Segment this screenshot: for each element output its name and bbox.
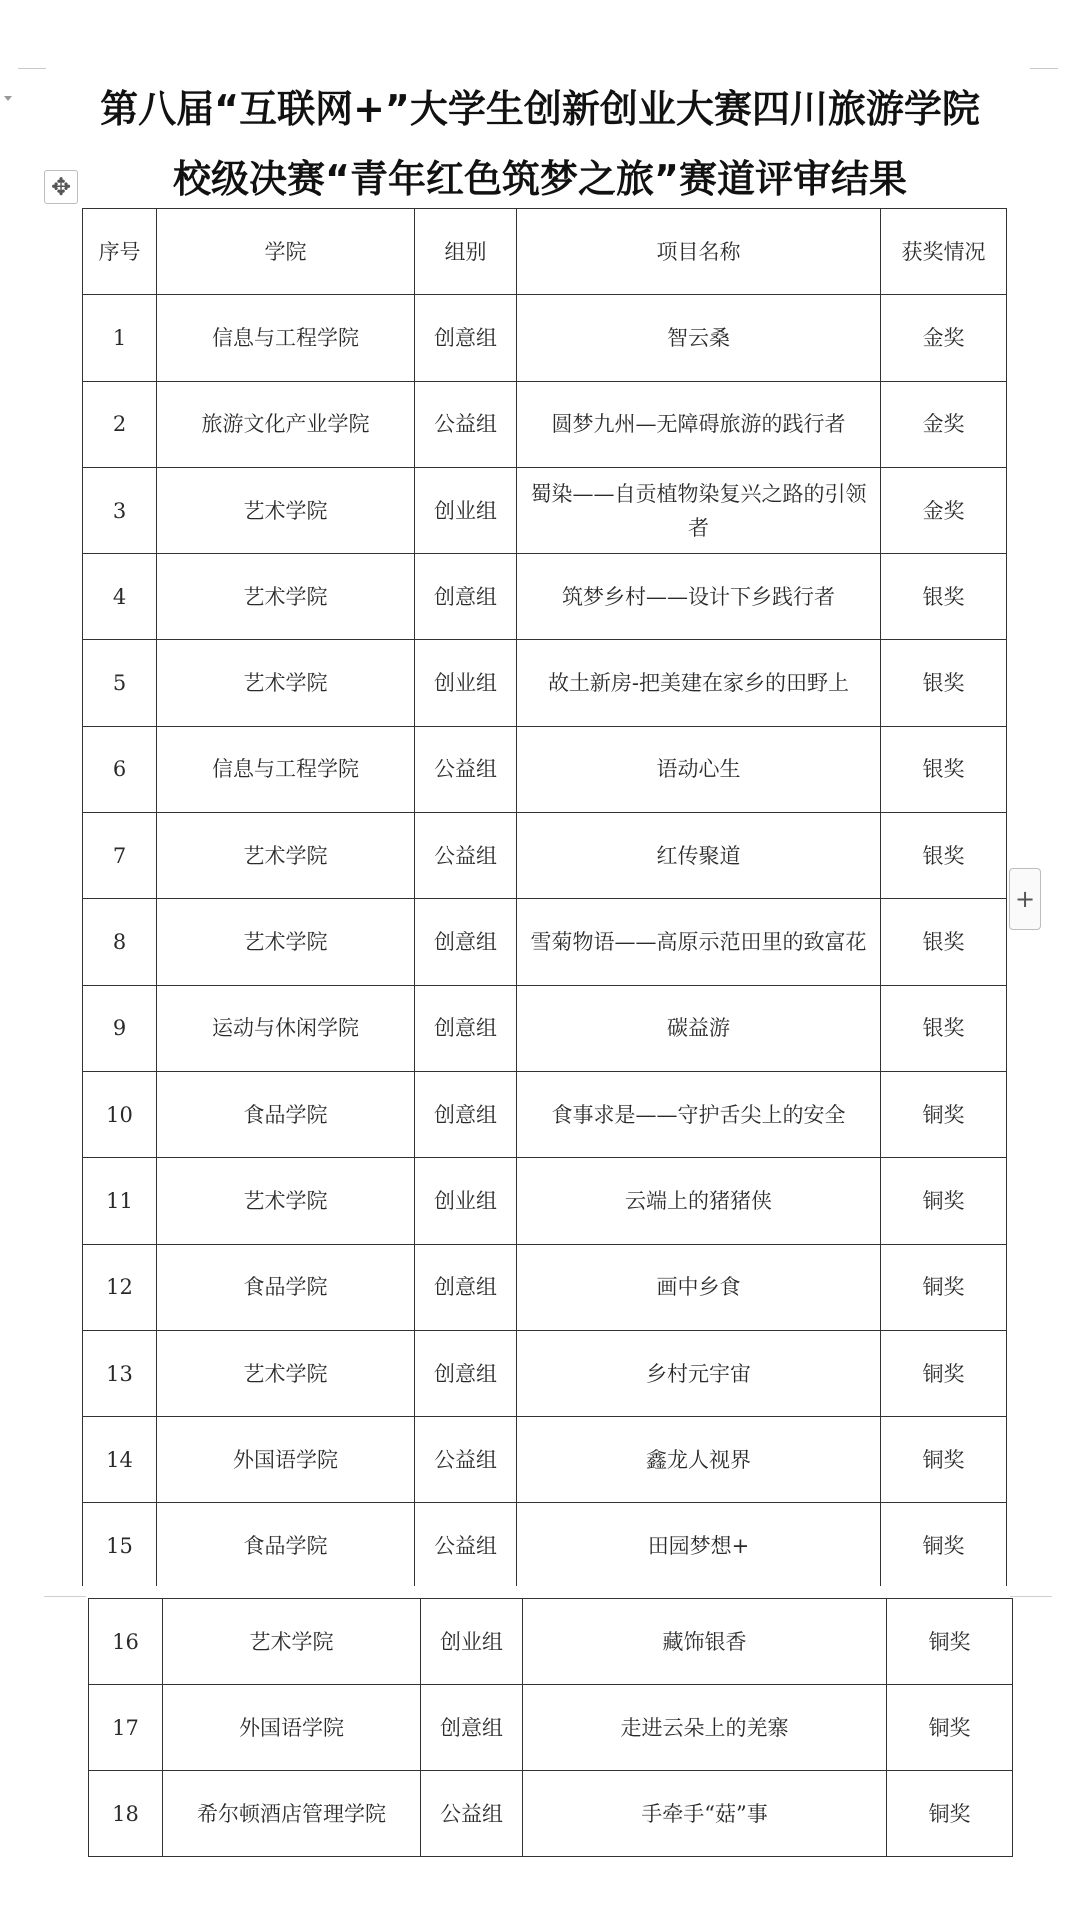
award-cell: 银奖: [881, 985, 1007, 1071]
seq-cell: 8: [83, 899, 157, 985]
seq-cell: 11: [83, 1158, 157, 1244]
project-cell: 雪菊物语——高原示范田里的致富花: [517, 899, 881, 985]
seq-cell: 17: [89, 1685, 163, 1771]
project-cell: 云端上的猪猪侠: [517, 1158, 881, 1244]
college-cell: 运动与休闲学院: [157, 985, 415, 1071]
college-cell: 艺术学院: [157, 1158, 415, 1244]
seq-cell: 4: [83, 554, 157, 640]
project-cell: 智云桑: [517, 295, 881, 381]
table-row: [83, 985, 1007, 1071]
college-cell: 艺术学院: [157, 899, 415, 985]
table-row: [83, 899, 1007, 985]
seq-cell: 13: [83, 1330, 157, 1416]
college-cell: 艺术学院: [157, 554, 415, 640]
table-row: [83, 726, 1007, 812]
group-cell: 创业组: [415, 467, 517, 553]
seq-cell: 10: [83, 1071, 157, 1157]
table-row: [83, 1158, 1007, 1244]
award-cell: 银奖: [881, 899, 1007, 985]
group-cell: 创业组: [415, 640, 517, 726]
table-row: [83, 295, 1007, 381]
column-header: 学院: [157, 209, 415, 295]
table-row: [83, 467, 1007, 553]
seq-cell: 15: [83, 1503, 157, 1589]
college-cell: 食品学院: [157, 1071, 415, 1157]
page-corner-mark: [1010, 1596, 1052, 1597]
table-row: [83, 1071, 1007, 1157]
table-row: [83, 1503, 1007, 1589]
project-cell: 画中乡食: [517, 1244, 881, 1330]
college-cell: 旅游文化产业学院: [157, 381, 415, 467]
group-cell: 公益组: [415, 1503, 517, 1589]
college-cell: 艺术学院: [157, 640, 415, 726]
group-cell: 创意组: [415, 1244, 517, 1330]
table-row: [89, 1685, 1013, 1771]
group-cell: 公益组: [415, 381, 517, 467]
award-cell: 金奖: [881, 381, 1007, 467]
seq-cell: 16: [89, 1599, 163, 1685]
seq-cell: 2: [83, 381, 157, 467]
college-cell: 希尔顿酒店管理学院: [163, 1771, 421, 1857]
table-row: [83, 1244, 1007, 1330]
add-column-button[interactable]: [1009, 868, 1041, 930]
project-cell: 蜀染——自贡植物染复兴之路的引领者: [517, 467, 881, 553]
table-row: [83, 1417, 1007, 1503]
group-cell: 公益组: [415, 1417, 517, 1503]
award-cell: 铜奖: [881, 1071, 1007, 1157]
college-cell: 信息与工程学院: [157, 726, 415, 812]
group-cell: 创意组: [415, 295, 517, 381]
group-cell: 创意组: [415, 1330, 517, 1416]
table-move-handle[interactable]: [44, 170, 78, 204]
award-cell: 铜奖: [881, 1244, 1007, 1330]
seq-cell: 1: [83, 295, 157, 381]
project-cell: 鑫龙人视界: [517, 1417, 881, 1503]
seq-cell: 3: [83, 467, 157, 553]
group-cell: 创意组: [421, 1685, 523, 1771]
page-corner-mark: [1030, 58, 1058, 69]
move-icon: ✥: [50, 173, 72, 201]
group-cell: 创业组: [415, 1158, 517, 1244]
college-cell: 食品学院: [157, 1503, 415, 1589]
column-header: 项目名称: [517, 209, 881, 295]
column-header: 组别: [415, 209, 517, 295]
table-row: [89, 1599, 1013, 1685]
award-cell: 金奖: [881, 295, 1007, 381]
document-title-line-1: 第八届“互联网+”大学生创新创业大赛四川旅游学院: [100, 87, 980, 131]
college-cell: 外国语学院: [157, 1417, 415, 1503]
seq-cell: 6: [83, 726, 157, 812]
award-cell: 银奖: [881, 554, 1007, 640]
project-cell: 藏饰银香: [523, 1599, 887, 1685]
college-cell: 外国语学院: [163, 1685, 421, 1771]
award-cell: 铜奖: [881, 1330, 1007, 1416]
project-cell: 食事求是——守护舌尖上的安全: [517, 1071, 881, 1157]
column-header: 获奖情况: [881, 209, 1007, 295]
award-cell: 银奖: [881, 726, 1007, 812]
project-cell: 筑梦乡村——设计下乡践行者: [517, 554, 881, 640]
award-cell: 银奖: [881, 813, 1007, 899]
table-row: [83, 813, 1007, 899]
group-cell: 创意组: [415, 1071, 517, 1157]
college-cell: 食品学院: [157, 1244, 415, 1330]
award-cell: 铜奖: [881, 1503, 1007, 1589]
results-table-page-2: [88, 1598, 1013, 1857]
group-cell: 公益组: [415, 726, 517, 812]
group-cell: 公益组: [415, 813, 517, 899]
table-row: [83, 554, 1007, 640]
award-cell: 铜奖: [881, 1158, 1007, 1244]
project-cell: 红传聚道: [517, 813, 881, 899]
table-row: [83, 640, 1007, 726]
college-cell: 艺术学院: [163, 1599, 421, 1685]
seq-cell: 7: [83, 813, 157, 899]
project-cell: 田园梦想+: [517, 1503, 881, 1589]
plus-icon: +: [1014, 885, 1036, 913]
project-cell: 手牵手“菇”事: [523, 1771, 887, 1857]
award-cell: 铜奖: [887, 1771, 1013, 1857]
seq-cell: 9: [83, 985, 157, 1071]
college-cell: 艺术学院: [157, 467, 415, 553]
seq-cell: 12: [83, 1244, 157, 1330]
project-cell: 乡村元宇宙: [517, 1330, 881, 1416]
college-cell: 艺术学院: [157, 813, 415, 899]
college-cell: 艺术学院: [157, 1330, 415, 1416]
college-cell: 信息与工程学院: [157, 295, 415, 381]
seq-cell: 18: [89, 1771, 163, 1857]
award-cell: 银奖: [881, 640, 1007, 726]
group-cell: 创意组: [415, 899, 517, 985]
award-cell: 铜奖: [887, 1599, 1013, 1685]
project-cell: 语动心生: [517, 726, 881, 812]
table-row: [89, 1771, 1013, 1857]
group-cell: 公益组: [421, 1771, 523, 1857]
column-header: 序号: [83, 209, 157, 295]
project-cell: 故土新房-把美建在家乡的田野上: [517, 640, 881, 726]
page-corner-mark: [18, 58, 46, 69]
table-row: [83, 1330, 1007, 1416]
results-table-page-1: [82, 208, 1007, 1590]
table-header-row: [83, 209, 1007, 295]
project-cell: 圆梦九州—无障碍旅游的践行者: [517, 381, 881, 467]
group-cell: 创业组: [421, 1599, 523, 1685]
table-row: [83, 381, 1007, 467]
award-cell: 铜奖: [881, 1417, 1007, 1503]
project-cell: 碳益游: [517, 985, 881, 1071]
page-break: [0, 1586, 1080, 1598]
group-cell: 创意组: [415, 985, 517, 1071]
seq-cell: 14: [83, 1417, 157, 1503]
award-cell: 铜奖: [887, 1685, 1013, 1771]
page-corner-mark: [44, 1596, 86, 1597]
project-cell: 走进云朵上的羌寨: [523, 1685, 887, 1771]
group-cell: 创意组: [415, 554, 517, 640]
seq-cell: 5: [83, 640, 157, 726]
award-cell: 金奖: [881, 467, 1007, 553]
document-title-line-2: 校级决赛“青年红色筑梦之旅”赛道评审结果: [173, 157, 907, 201]
